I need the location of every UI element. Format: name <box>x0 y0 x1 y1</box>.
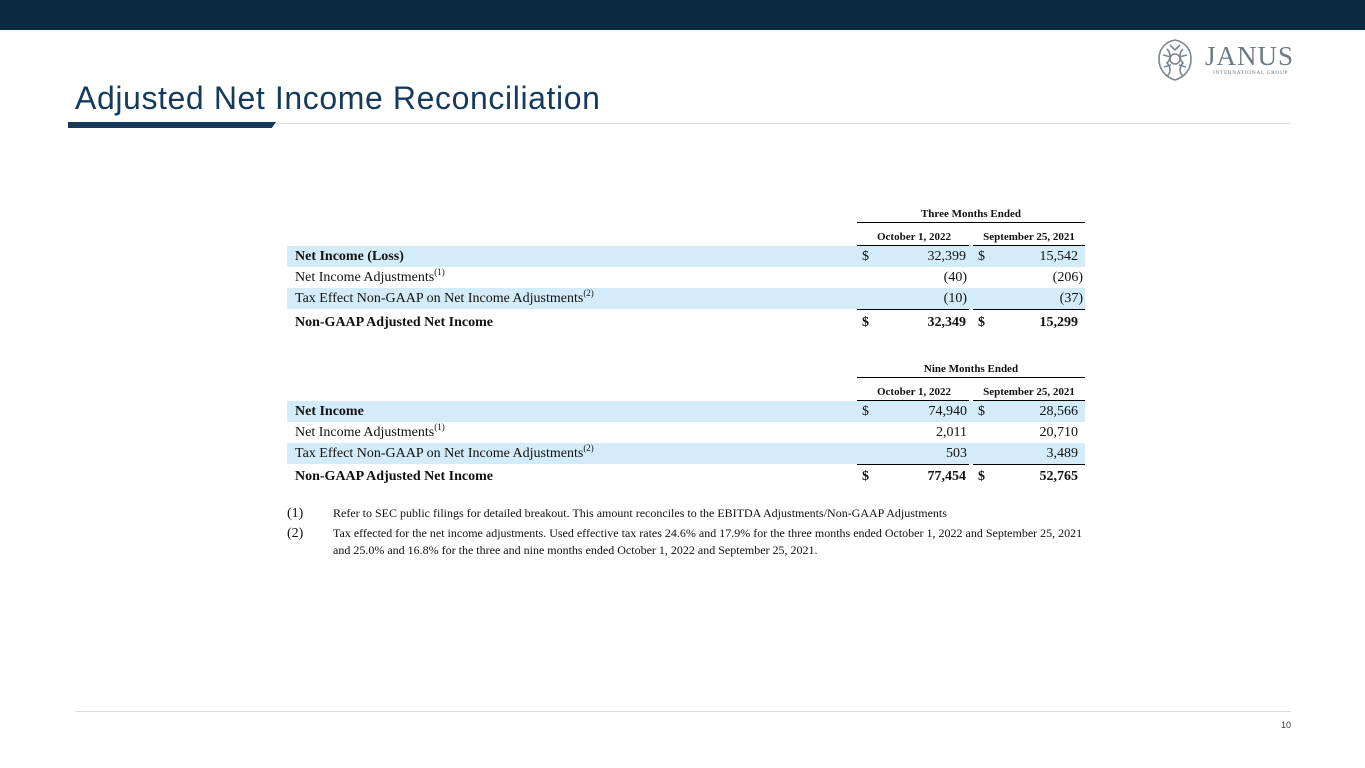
row-label: Tax Effect Non-GAAP on Net Income Adjustments$^{(2)}$ <box>295 288 594 306</box>
table-row-net-income-loss <box>287 246 1085 267</box>
nine-months-period-header: Nine Months Ended <box>923 363 1019 375</box>
value-2022: (40) <box>943 270 967 285</box>
three-months-period-header: Three Months Ended <box>920 208 1022 220</box>
period-rule <box>857 377 1085 378</box>
footnote-ref: (2) <box>583 443 594 453</box>
footnote-text: Refer to SEC public filings for detailed breakout. This amount reconciles to the EBITDA Adjustments/Non-GAAP Adjustments <box>333 506 947 520</box>
value-2021: 20,710 <box>1039 425 1078 440</box>
value-2022: 32,349 <box>927 315 966 330</box>
page-title: Adjusted Net Income Reconciliation <box>75 80 601 116</box>
janus-emblem-icon <box>1153 37 1197 83</box>
value-2022: 2,011 <box>936 425 967 440</box>
logo-subtitle: INTERNATIONAL GROUP <box>1213 70 1289 76</box>
row-label: Net Income Adjustments$^{(1)}$ <box>295 422 445 440</box>
table-row-tax-effect <box>287 288 1085 309</box>
table-row-net-income-adjustments <box>287 267 1085 288</box>
currency-symbol: $ <box>862 469 869 484</box>
value-2021: 15,299 <box>1039 315 1078 330</box>
value-2021: 28,566 <box>1039 404 1078 419</box>
subtotal-rule <box>857 464 969 465</box>
value-2022: (10) <box>943 291 967 306</box>
footnote-text: Tax effected for the net income adjustments. Used effective tax rates 24.6% and 17.9% for the three months ended October 1, 2022 and September 25, 2021 and 25.0% and 16.8% for the three and nine months ended October 1, 2022 and September 25, 2021. <box>333 526 1083 557</box>
row-label: Non-GAAP Adjusted Net Income <box>295 315 493 330</box>
currency-symbol: $ <box>862 315 869 330</box>
value-2022: 32,399 <box>927 249 966 264</box>
table-row-net-income <box>287 401 1085 422</box>
value-2022: 77,454 <box>927 469 966 484</box>
currency-symbol: $ <box>978 315 985 330</box>
table-row-tax-effect <box>287 443 1085 464</box>
footnote-1 <box>287 505 1087 522</box>
row-label: Net Income (Loss) <box>295 249 404 264</box>
row-label: Non-GAAP Adjusted Net Income <box>295 469 493 484</box>
value-2022: 503 <box>946 446 967 461</box>
currency-symbol: $ <box>862 404 869 419</box>
row-label: Net Income Adjustments$^{(1)}$ <box>295 267 445 285</box>
table-row-net-income-adjustments <box>287 422 1085 443</box>
page-number: 10 <box>1280 720 1291 730</box>
period-rule <box>857 222 1085 223</box>
value-2021: (206) <box>1052 270 1083 285</box>
subtotal-rule <box>973 464 1085 465</box>
footnote-ref: (1) <box>434 267 445 277</box>
value-2022: 74,940 <box>928 404 967 419</box>
footnote-number: (2) <box>287 526 304 541</box>
footer-divider <box>75 711 1291 712</box>
column-header-sep-2021: September 25, 2021 <box>983 231 1075 243</box>
footnote-ref: (2) <box>583 288 594 298</box>
value-2021: 15,542 <box>1039 249 1078 264</box>
value-2021: 3,489 <box>1046 446 1078 461</box>
footnote-number: (1) <box>287 506 304 521</box>
table-row-adjusted-net-income <box>287 466 1085 487</box>
column-header-sep-2021: September 25, 2021 <box>983 386 1075 398</box>
logo-wordmark: JANUS <box>1205 41 1295 71</box>
top-banner <box>0 0 1365 30</box>
currency-symbol: $ <box>862 249 869 264</box>
footnotes <box>287 505 1087 562</box>
currency-symbol: $ <box>978 249 985 264</box>
row-label: Tax Effect Non-GAAP on Net Income Adjustments$^{(2)}$ <box>295 443 594 461</box>
row-label: Net Income <box>295 404 364 419</box>
footnote-ref: (1) <box>434 422 445 432</box>
currency-symbol: $ <box>978 469 985 484</box>
currency-symbol: $ <box>978 404 985 419</box>
value-2021: 52,765 <box>1039 469 1078 484</box>
subtotal-rule <box>973 309 1085 310</box>
subtotal-rule <box>857 309 969 310</box>
table-row-adjusted-net-income <box>287 312 1085 333</box>
title-accent-bar <box>68 122 276 128</box>
value-2021: (37) <box>1059 291 1083 306</box>
column-header-oct-2022: October 1, 2022 <box>876 386 952 398</box>
janus-logo <box>1153 37 1293 85</box>
column-header-oct-2022: October 1, 2022 <box>876 231 952 243</box>
footnote-2 <box>287 525 1087 559</box>
